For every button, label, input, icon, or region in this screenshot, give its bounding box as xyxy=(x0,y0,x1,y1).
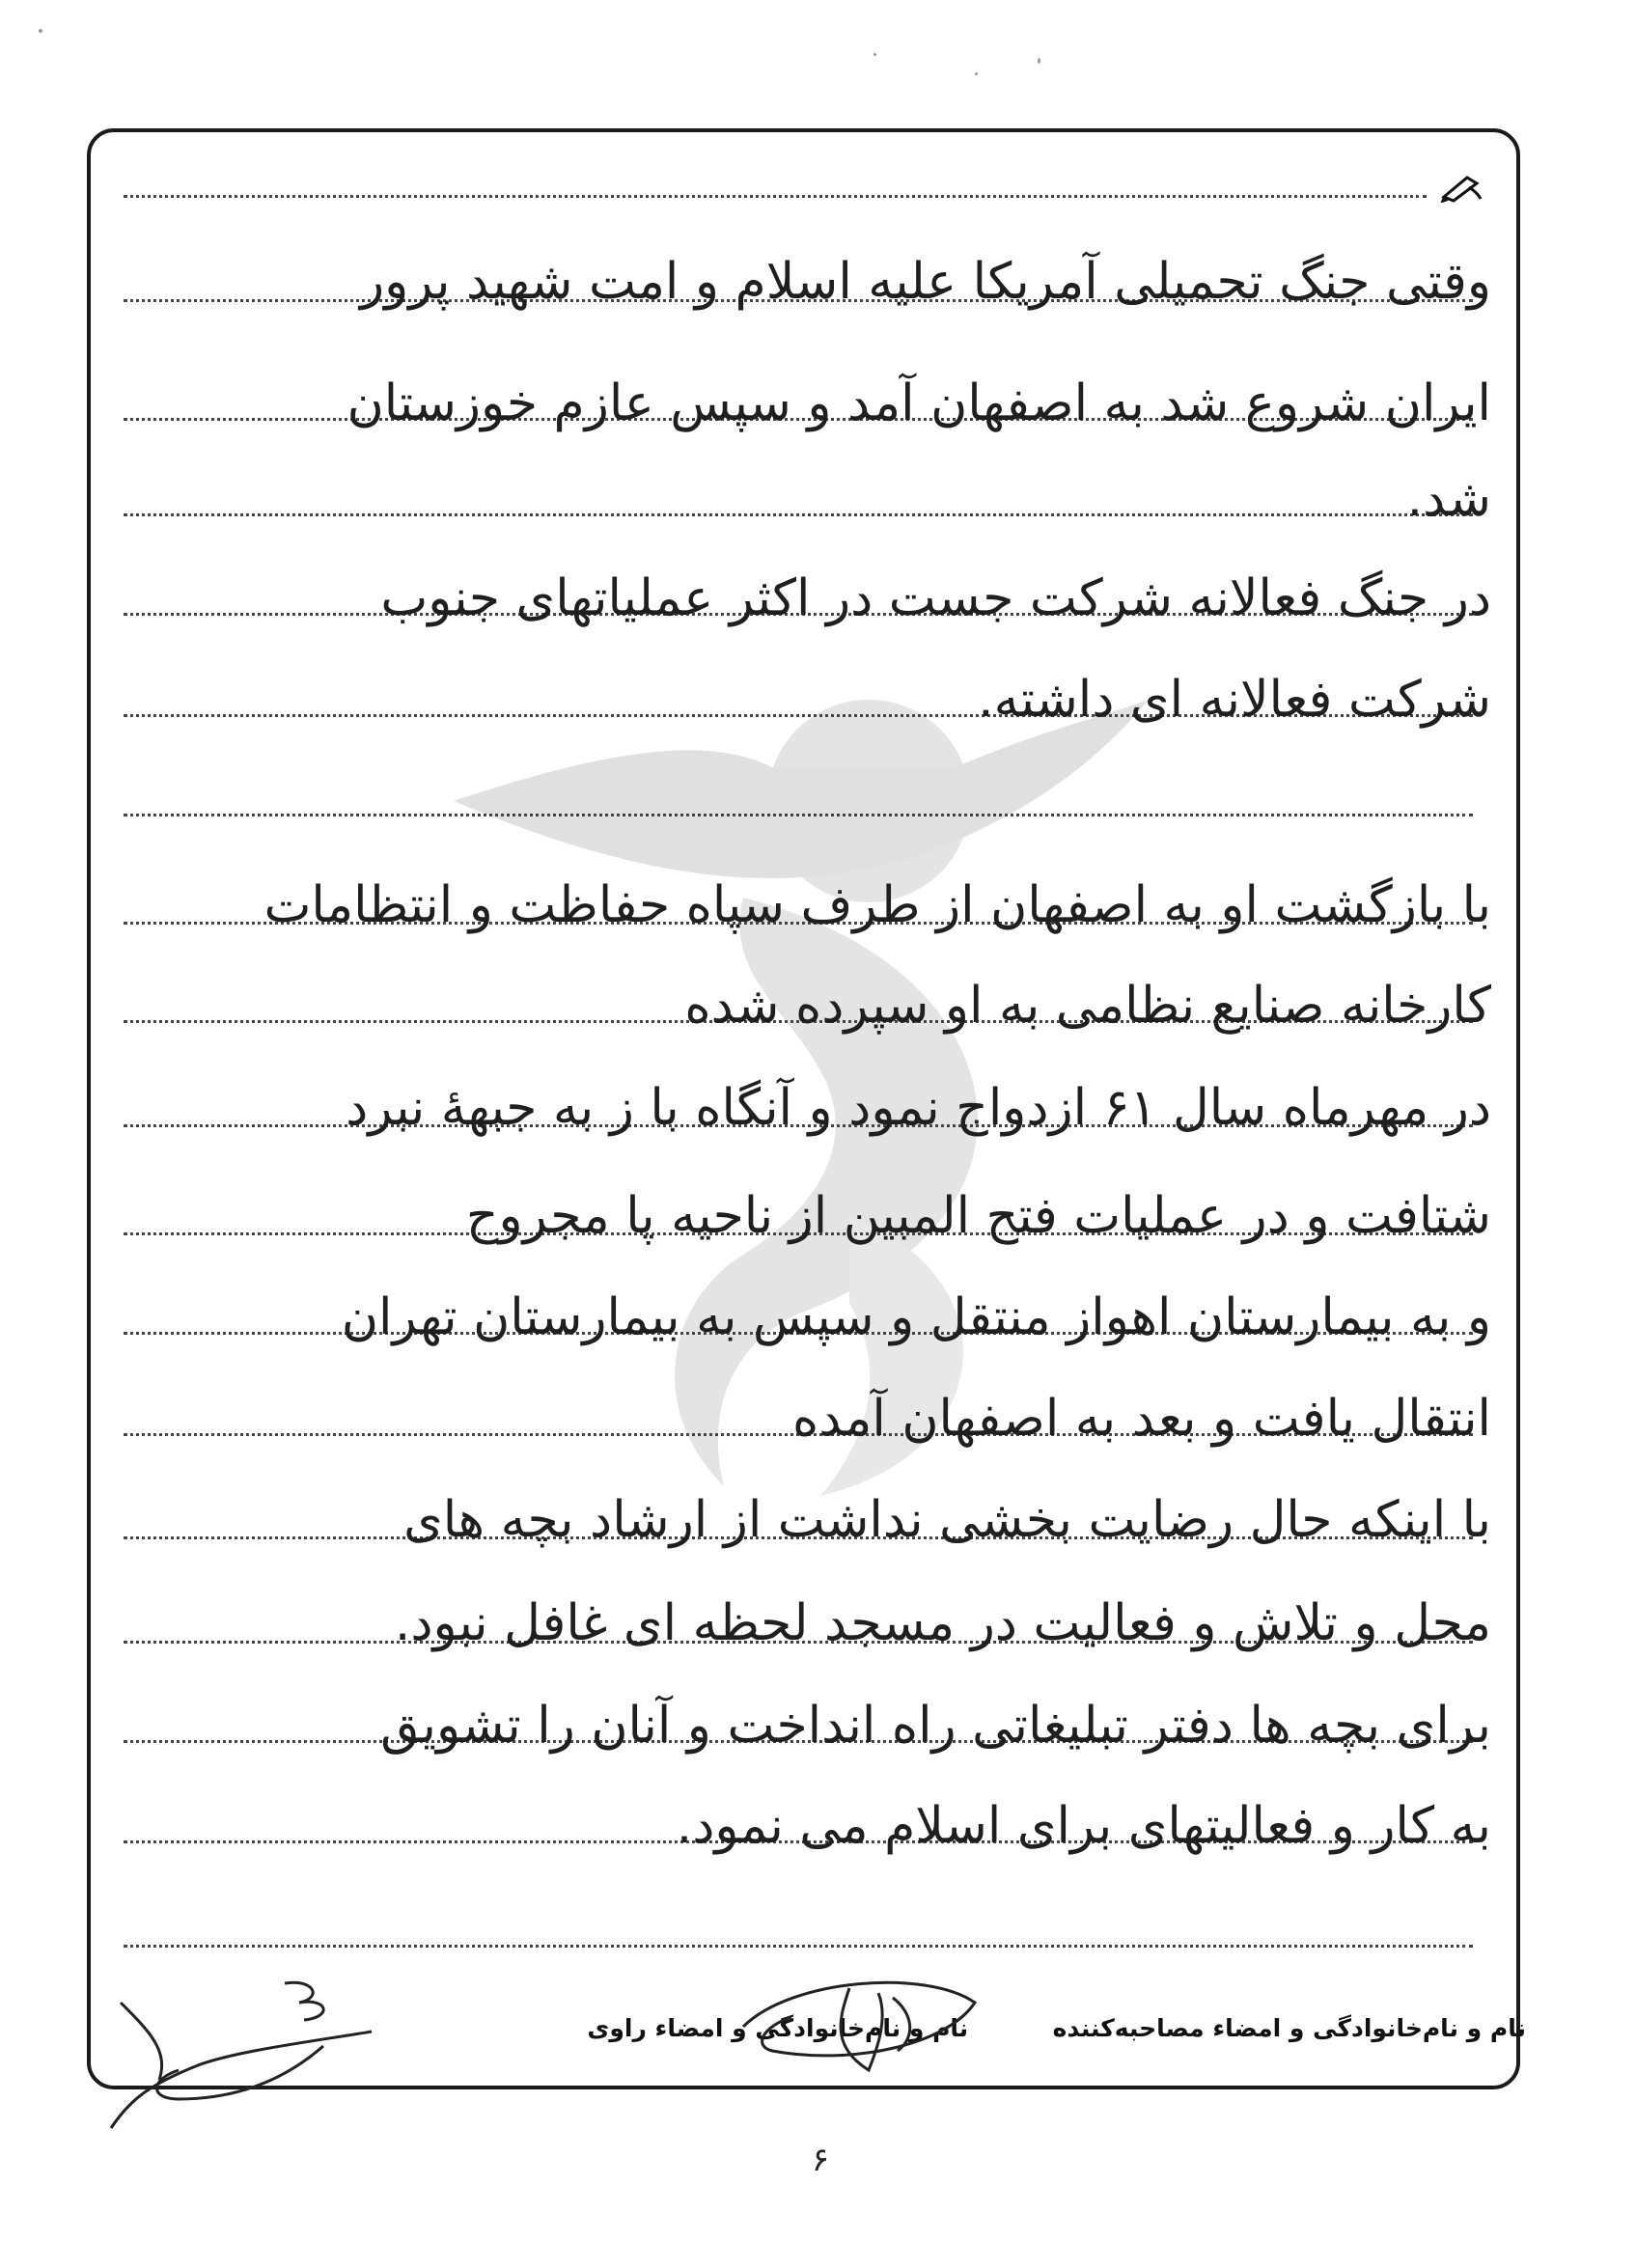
narrator-signature-label: نام و نام‌خانوادگی و امضاء راوی xyxy=(587,2014,969,2042)
text-line: شتافت و در عملیات فتح المبین از ناحیه پا مجروح xyxy=(465,1187,1491,1245)
interviewer-signature-label: نام و نام‌خانوادگی و امضاء مصاحبه‌کننده xyxy=(1052,2014,1526,2042)
page-number: ۶ xyxy=(811,2141,830,2179)
text-line: و به بیمارستان اهواز منتقل و سپس به بیمارستان تهران xyxy=(341,1288,1491,1346)
ruled-line xyxy=(124,1945,1473,1948)
text-line: در مهرماه سال ۶۱ ازدواج نمود و آنگاه با ز به جبههٔ نبرد xyxy=(346,1079,1491,1137)
text-line: محل و تلاش و فعالیت در مسجد لحظه ای غافل نبود. xyxy=(394,1594,1491,1652)
text-line: با بازگشت او به اصفهان از طرف سپاه حفاظت و انتظامات xyxy=(263,876,1491,934)
text-line: ایران شروع شد به اصفهان آمد و سپس عازم خوزستان xyxy=(347,374,1491,432)
text-line: وقتی جنگ تحمیلی آمریکا علیه اسلام و امت شهید پرور xyxy=(360,253,1491,311)
text-line: شرکت فعالانه ای داشته. xyxy=(978,671,1491,729)
footer-labels xyxy=(587,2014,1526,2042)
interviewer-signature xyxy=(734,1959,984,2085)
text-line: انتقال یافت و بعد به اصفهان آمده xyxy=(791,1390,1491,1448)
text-line: شد. xyxy=(1406,470,1491,528)
scan-speck xyxy=(1038,58,1040,64)
ruled-line xyxy=(124,814,1473,816)
text-line: در جنگ فعالانه شرکت جست در اکثر عملیاتهای جنوب xyxy=(380,569,1491,627)
text-line: برای بچه ها دفتر تبلیغاتی راه انداخت و آنان را تشویق xyxy=(380,1697,1491,1755)
ruled-line xyxy=(124,195,1427,198)
pen-writing-icon xyxy=(1440,174,1483,203)
text-line: به کار و فعالیتهای برای اسلام می نمود. xyxy=(676,1797,1491,1855)
narrator-signature xyxy=(92,1974,381,2138)
text-line: با اینکه حال رضایت بخشی نداشت از ارشاد بچه های xyxy=(403,1491,1491,1549)
scan-speck xyxy=(39,29,42,33)
scan-speck xyxy=(873,53,876,56)
scan-speck xyxy=(975,72,978,75)
text-line: کارخانه صنایع نظامی به او سپرده شده xyxy=(684,977,1491,1035)
